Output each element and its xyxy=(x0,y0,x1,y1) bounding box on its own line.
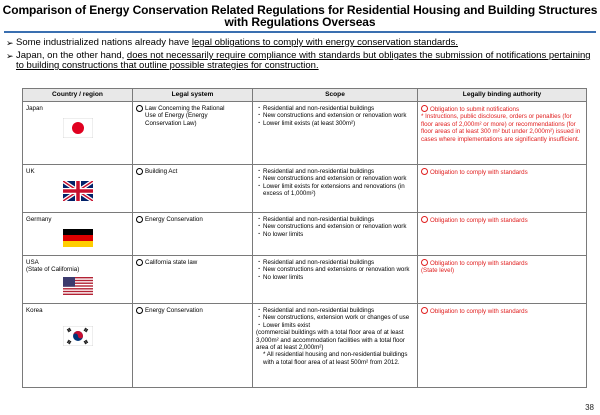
list-item: ・ Lower limit exists for extensions and renovations (in excess of 1,000m²) xyxy=(256,183,414,198)
country-name: Japan xyxy=(26,105,43,112)
title-underline xyxy=(4,31,596,33)
legal-system-cell xyxy=(133,256,253,304)
uk-flag-icon xyxy=(63,181,93,201)
scope-cell xyxy=(253,304,418,388)
list-item: ・ Residential and non-residential buildings xyxy=(256,105,414,112)
list-item: ・ Lower limit exists (at least 300m²) xyxy=(256,120,414,127)
bullet-text: Japan, on the other hand, xyxy=(16,50,127,61)
header-country: Country / region xyxy=(23,89,133,102)
list-item: ・ New constructions and extension or renovation work xyxy=(256,112,414,119)
bullet-text: Some industrialized nations already have xyxy=(16,37,192,48)
regulations-table xyxy=(22,88,587,388)
table-row xyxy=(23,213,587,256)
authority-cell xyxy=(418,102,587,165)
legal-system-cell xyxy=(133,102,253,165)
country-subname: (State of California) xyxy=(26,266,80,274)
scope-cell xyxy=(253,102,418,165)
arrow-bullet-icon: ➢ xyxy=(6,38,14,48)
scope-list xyxy=(256,105,414,127)
list-item: ・ Residential and non-residential buildings xyxy=(256,168,414,175)
bullet-underlined-text: legal obligations to comply with energy conservation standards. xyxy=(191,37,459,48)
intro-section xyxy=(6,38,594,74)
list-item: ・ New constructions and extension or renovation work xyxy=(256,223,414,230)
legal-system-text: California state law xyxy=(145,259,198,266)
authority-cell xyxy=(418,165,587,213)
country-cell xyxy=(23,102,133,165)
page-title: Comparison of Energy Conservation Related Regulations for Residential Housing and Building Structures with Regulations Overseas xyxy=(2,3,598,29)
germany-flag-icon xyxy=(63,229,93,247)
scope-list xyxy=(256,307,414,329)
legal-system-text: Energy Conservation xyxy=(145,216,203,223)
legal-system-text: Energy Conservation xyxy=(145,307,203,314)
list-item: ・ Residential and non-residential buildings xyxy=(256,259,414,266)
table-row xyxy=(23,102,587,165)
table-row xyxy=(23,165,587,213)
scope-note: (commercial buildings with a total floor area of at least 3,000m² and accommodation facilities with a total floor area of at least 2,000m²) xyxy=(256,329,405,352)
scope-cell xyxy=(253,213,418,256)
table-row xyxy=(23,304,587,388)
authority-cell xyxy=(418,256,587,304)
scope-cell xyxy=(253,165,418,213)
authority-note: (State level) xyxy=(421,267,455,275)
country-cell xyxy=(23,304,133,388)
scope-list xyxy=(256,259,414,281)
circle-marker-icon xyxy=(136,216,143,223)
page-number: 38 xyxy=(585,403,594,412)
country-cell xyxy=(23,213,133,256)
circle-marker-icon xyxy=(136,168,143,175)
list-item: ・ Lower limits exist xyxy=(256,322,414,329)
scope-cell xyxy=(253,256,418,304)
country-name: UK xyxy=(26,168,35,175)
legal-system-text: Building Act xyxy=(145,168,178,175)
list-item: ・ New constructions, extension work or changes of use xyxy=(256,314,414,321)
list-item: ・ Residential and non-residential buildings xyxy=(256,307,414,314)
country-name: Korea xyxy=(26,307,43,314)
authority-cell xyxy=(418,304,587,388)
authority-text: Obligation to comply with standards xyxy=(430,217,528,224)
japan-flag-icon xyxy=(63,118,93,138)
country-name: USA xyxy=(26,259,39,266)
korea-flag-icon xyxy=(63,326,93,346)
intro-bullet xyxy=(6,51,594,71)
bullet-underlined-text: does not necessarily require compliance with standards but obligates the submission of notifications pertaining to building constructions that outline possible strategies for construction. xyxy=(16,50,591,71)
legal-system-cell xyxy=(133,213,253,256)
scope-list xyxy=(256,168,414,198)
authority-text: Obligation to comply with standards xyxy=(430,260,528,267)
authority-text: Obligation to submit notifications xyxy=(430,106,520,113)
header-legal-system: Legal system xyxy=(133,89,253,102)
list-item: ・ No lower limits xyxy=(256,231,414,238)
circle-marker-icon xyxy=(421,259,428,266)
list-item: ・ Residential and non-residential buildings xyxy=(256,216,414,223)
list-item: ・ No lower limits xyxy=(256,274,414,281)
circle-marker-icon xyxy=(136,259,143,266)
table-header-row xyxy=(23,89,587,102)
legal-system-cell xyxy=(133,165,253,213)
header-scope: Scope xyxy=(253,89,418,102)
legal-system-cell xyxy=(133,304,253,388)
arrow-bullet-icon: ➢ xyxy=(6,51,14,61)
country-name: Germany xyxy=(26,216,52,223)
legal-system-text: Law Concerning the Rational Use of Energy (Energy Conservation Law) xyxy=(145,105,225,127)
authority-text: Obligation to comply with standards xyxy=(430,308,528,315)
country-cell xyxy=(23,165,133,213)
circle-marker-icon xyxy=(136,105,143,112)
circle-marker-icon xyxy=(421,168,428,175)
list-item: ・ New constructions and extension or renovation work xyxy=(256,175,414,182)
list-item: ・ New constructions and extensions or renovation work xyxy=(256,266,414,273)
authority-text: Obligation to comply with standards xyxy=(430,169,528,176)
intro-bullet xyxy=(6,38,594,48)
authority-note: * Instructions, public disclosure, orders or penalties (for floor areas of 2,000m² or more) or recommendations (for floor areas of at least 300 m² but under 2,000m²) issued in cases where implementations are significantly insufficient. xyxy=(421,113,581,143)
country-cell xyxy=(23,256,133,304)
scope-list xyxy=(256,216,414,238)
circle-marker-icon xyxy=(421,105,428,112)
table-row xyxy=(23,256,587,304)
scope-note: * All residential housing and non-residential buildings with a total floor area of at least 500m² from 2012. xyxy=(263,351,408,366)
circle-marker-icon xyxy=(136,307,143,314)
usa-flag-icon xyxy=(63,277,93,295)
authority-cell xyxy=(418,213,587,256)
circle-marker-icon xyxy=(421,216,428,223)
circle-marker-icon xyxy=(421,307,428,314)
header-authority: Legally binding authority xyxy=(418,89,587,102)
